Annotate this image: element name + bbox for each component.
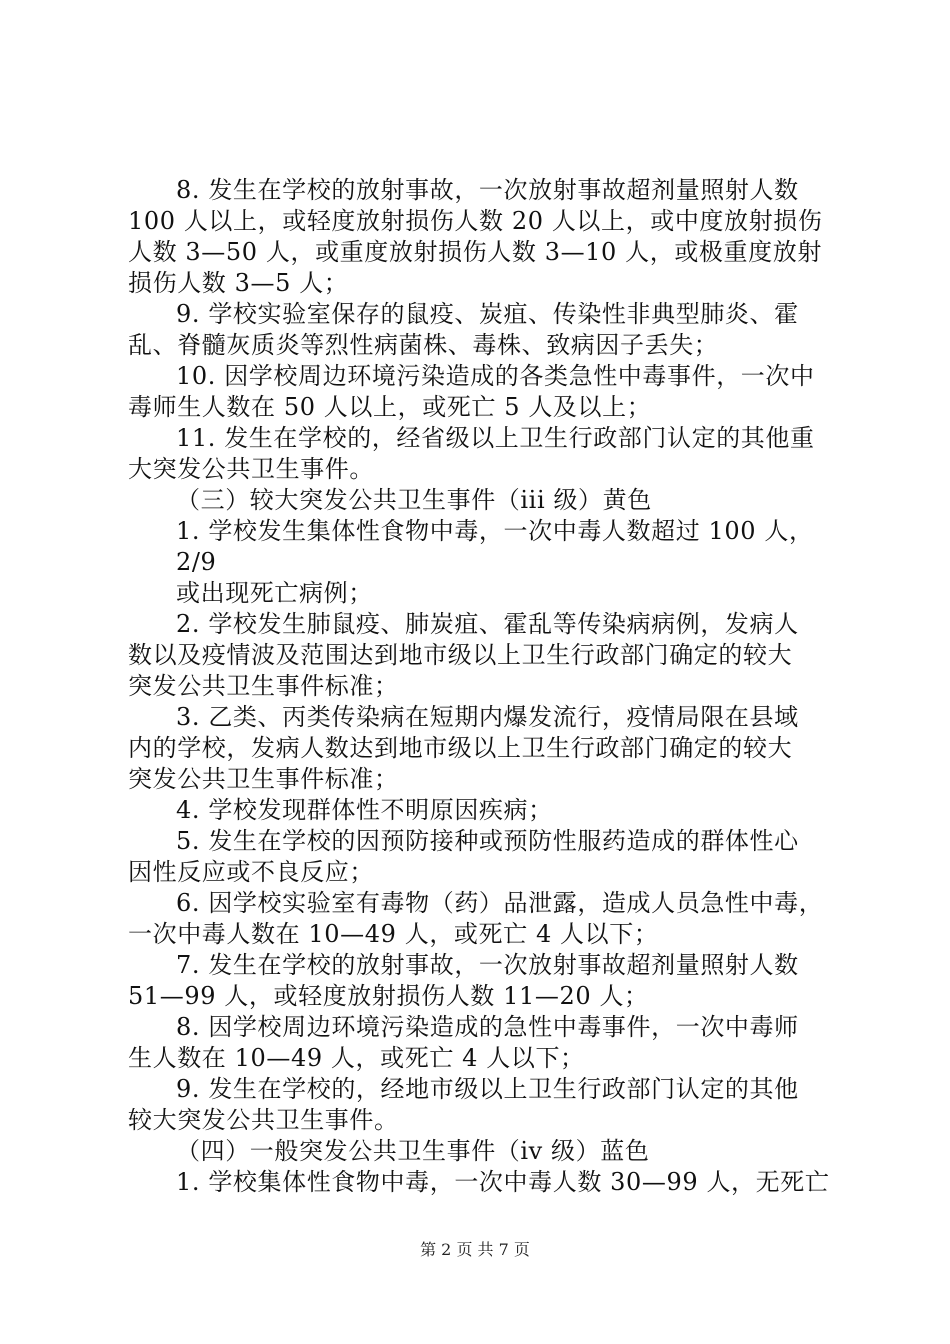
text-line: 6. 因学校实验室有毒物（药）品泄露，造成人员急性中毒， [176, 889, 824, 917]
text-line: 1. 学校发生集体性食物中毒，一次中毒人数超过 100 人， [176, 517, 814, 545]
text-line: 8. 因学校周边环境污染造成的急性中毒事件，一次中毒师 [176, 1013, 799, 1041]
text-line: 9. 学校实验室保存的鼠疫、炭疽、传染性非典型肺炎、霍 [176, 300, 799, 328]
text-line: 3. 乙类、丙类传染病在短期内爆发流行，疫情局限在县域 [176, 703, 799, 731]
text-line: 内的学校，发病人数达到地市级以上卫生行政部门确定的较大 [128, 734, 793, 762]
section-heading: （三）较大突发公共卫生事件（iii 级）黄色 [176, 486, 652, 514]
text-line: 4. 学校发现群体性不明原因疾病； [176, 796, 553, 824]
text-line: 突发公共卫生事件标准； [128, 672, 399, 700]
page-footer: 第 2 页 共 7 页 [420, 1240, 530, 1259]
text-line: 9. 发生在学校的，经地市级以上卫生行政部门认定的其他 [176, 1075, 799, 1103]
page-marker: 2/9 [176, 548, 217, 576]
text-line: 损伤人数 3—5 人； [128, 269, 349, 297]
text-line: 51—99 人，或轻度放射损伤人数 11—20 人； [128, 982, 649, 1010]
text-line: 1. 学校集体性食物中毒，一次中毒人数 30—99 人，无死亡 [176, 1168, 830, 1196]
text-line: 11. 发生在学校的，经省级以上卫生行政部门认定的其他重 [176, 424, 815, 452]
text-line: 2. 学校发生肺鼠疫、肺炭疽、霍乱等传染病病例，发病人 [176, 610, 799, 638]
text-line: 8. 发生在学校的放射事故，一次放射事故超剂量照射人数 [176, 176, 799, 204]
text-line: 人数 3—50 人，或重度放射损伤人数 3—10 人，或极重度放射 [128, 238, 822, 266]
text-line: 数以及疫情波及范围达到地市级以上卫生行政部门确定的较大 [128, 641, 793, 669]
text-line: 或出现死亡病例； [176, 579, 373, 607]
text-line: 生人数在 10—49 人，或死亡 4 人以下； [128, 1044, 585, 1072]
text-line: 一次中毒人数在 10—49 人，或死亡 4 人以下； [128, 920, 659, 948]
section-heading: （四）一般突发公共卫生事件（iv 级）蓝色 [176, 1137, 650, 1165]
text-line: 大突发公共卫生事件。 [128, 455, 374, 483]
text-line: 较大突发公共卫生事件。 [128, 1106, 399, 1134]
text-line: 10. 因学校周边环境污染造成的各类急性中毒事件，一次中 [176, 362, 815, 390]
text-line: 突发公共卫生事件标准； [128, 765, 399, 793]
text-line: 100 人以上，或轻度放射损伤人数 20 人以上，或中度放射损伤 [128, 207, 823, 235]
text-line: 5. 发生在学校的因预防接种或预防性服药造成的群体性心 [176, 827, 799, 855]
text-line: 因性反应或不良反应； [128, 858, 374, 886]
text-line: 毒师生人数在 50 人以上，或死亡 5 人及以上； [128, 393, 652, 421]
text-line: 7. 发生在学校的放射事故，一次放射事故超剂量照射人数 [176, 951, 799, 979]
text-line: 乱、脊髓灰质炎等烈性病菌株、毒株、致病因子丢失； [128, 331, 719, 359]
